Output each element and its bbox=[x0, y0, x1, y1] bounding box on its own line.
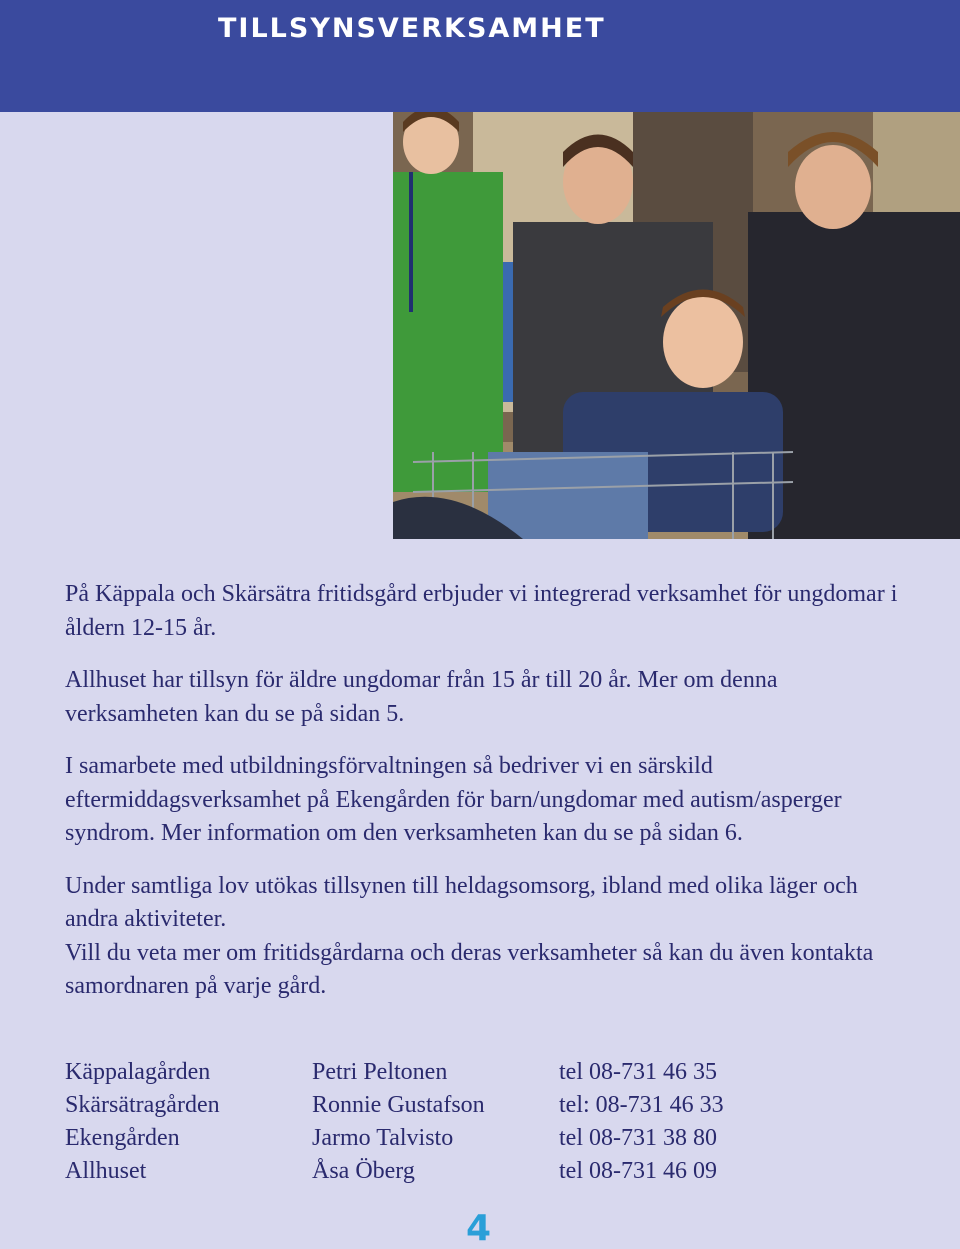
contact-name: Ronnie Gustafson bbox=[312, 1092, 485, 1118]
contact-phone: tel: 08-731 46 33 bbox=[559, 1092, 724, 1118]
contact-place: Ekengården bbox=[65, 1125, 180, 1151]
contact-row bbox=[65, 1089, 905, 1122]
youth-group-photo bbox=[393, 112, 960, 539]
contact-row bbox=[65, 1155, 905, 1188]
contact-place: Allhuset bbox=[65, 1158, 147, 1184]
paragraph-allhuset: Allhuset har tillsyn för äldre ungdomar från 15 år till 20 år. Mer om denna verksamheten kan du se på sidan 5. bbox=[65, 667, 778, 727]
contact-name: Petri Peltonen bbox=[312, 1059, 448, 1085]
paragraph-ekengarden: I samarbete med utbildningsförvaltningen så bedriver vi en särskild eftermiddagsverksamhet på Ekengården för barn/ungdomar med autism/asperger syndrom. Mer information om den verksamheten kan du se på sidan 6. bbox=[65, 753, 842, 846]
contact-name: Åsa Öberg bbox=[312, 1158, 415, 1184]
paragraph-lov: Under samtliga lov utökas tillsynen till heldagsomsorg, ibland med olika läger och andra aktiviteter. bbox=[65, 872, 858, 932]
page-title: tillsynsverksamhet bbox=[218, 2, 606, 46]
photo-illustration bbox=[393, 112, 960, 539]
contact-place: Käppalagården bbox=[65, 1059, 211, 1085]
paragraph-integrated: På Käppala och Skärsätra fritidsgård erbjuder vi integrerad verksamhet för ungdomar i åldern 12-15 år. bbox=[65, 581, 898, 641]
contact-phone: tel 08-731 38 80 bbox=[559, 1125, 717, 1151]
contact-row bbox=[65, 1122, 905, 1155]
contact-name: Jarmo Talvisto bbox=[312, 1125, 454, 1151]
contact-phone: tel 08-731 46 09 bbox=[559, 1158, 717, 1184]
body-text bbox=[65, 578, 905, 1023]
paragraph-contact-info: Vill du veta mer om fritidsgårdarna och deras verksamheter så kan du även kontakta samordnaren på varje gård. bbox=[65, 939, 874, 999]
contact-place: Skärsätragården bbox=[65, 1092, 220, 1118]
contact-phone: tel 08-731 46 35 bbox=[559, 1059, 717, 1085]
page-number: 4 bbox=[466, 1208, 492, 1249]
contacts-table bbox=[65, 1056, 905, 1188]
page-header bbox=[0, 0, 960, 112]
contact-row bbox=[65, 1056, 905, 1089]
